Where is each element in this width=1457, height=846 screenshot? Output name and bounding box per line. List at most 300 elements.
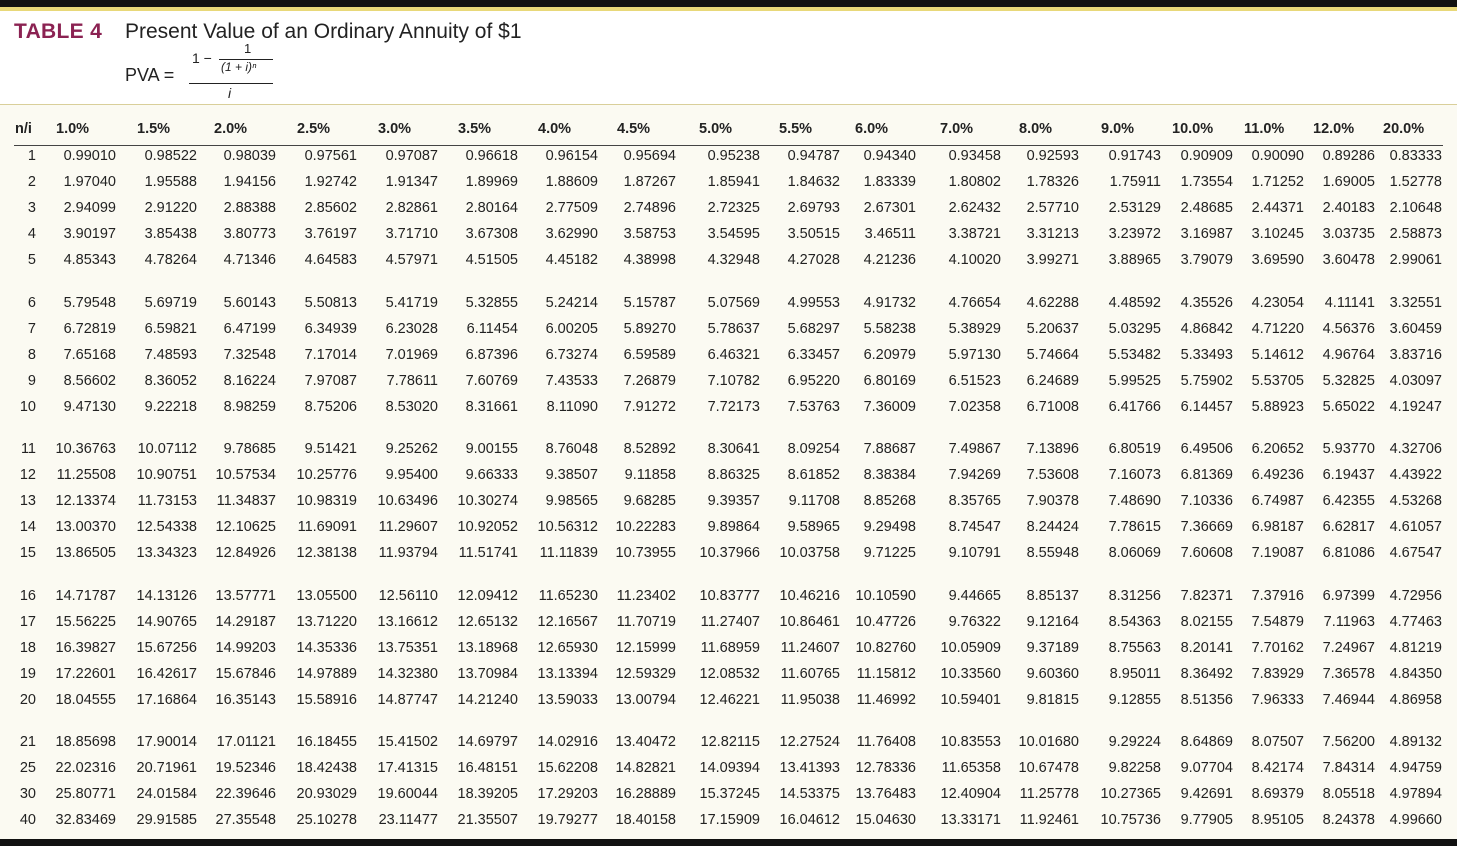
table-cell: 8.42174	[1251, 760, 1304, 777]
table-cell: 6.34939	[304, 320, 357, 337]
table-cell: 4.97894	[1389, 786, 1442, 803]
table-cell: 0.97087	[385, 148, 438, 164]
table-cell: 19.52346	[215, 760, 276, 777]
table-cell: 9.00155	[465, 441, 518, 457]
table-cell: 7.49867	[948, 441, 1001, 457]
table-cell: 9.29498	[863, 519, 916, 536]
table-cell: 1.95588	[144, 174, 197, 191]
table-cell: 20.71961	[136, 760, 197, 777]
table-cell: 2.44371	[1251, 200, 1304, 217]
table-cell: 6.87396	[465, 346, 518, 363]
table-cell: 8.07507	[1251, 734, 1304, 750]
table-cell: 13.00370	[55, 519, 116, 536]
table-cell: 8.06069	[1108, 545, 1161, 562]
row-period-n: 12	[19, 467, 36, 484]
table-cell: 8.55948	[1026, 545, 1079, 562]
table-cell: 4.21236	[863, 252, 916, 269]
table-cell: 11.27407	[700, 613, 760, 630]
table-cell: 7.46944	[1322, 691, 1375, 708]
table-cell: 10.36763	[55, 441, 116, 457]
table-cell: 0.97561	[304, 148, 357, 164]
table-cell: 7.37916	[1251, 587, 1304, 604]
table-title: Present Value of an Ordinary Annuity of $1	[125, 20, 522, 43]
table-cell: 7.54879	[1251, 613, 1304, 630]
table-cell: 17.22601	[55, 665, 116, 682]
table-cell: 7.88687	[863, 441, 916, 457]
table-cell: 7.60769	[465, 372, 518, 389]
table-cell: 9.42691	[1180, 786, 1233, 803]
table-cell: 1.80802	[948, 174, 1001, 191]
annuity-table-sheet	[0, 7, 1457, 839]
col-header-rate: 8.0%	[1019, 121, 1053, 137]
table-cell: 8.75563	[1108, 639, 1161, 656]
table-cell: 5.79548	[63, 294, 116, 311]
row-period-n: 3	[27, 200, 36, 217]
table-cell: 3.31213	[1026, 226, 1079, 243]
table-cell: 3.90197	[63, 226, 116, 243]
table-cell: 5.68297	[787, 320, 840, 337]
table-cell: 5.74664	[1026, 346, 1079, 363]
table-cell: 11.51741	[458, 545, 518, 562]
table-cell: 10.30274	[457, 493, 518, 510]
table-cell: 5.69719	[144, 294, 197, 311]
table-cell: 9.68285	[623, 493, 676, 510]
table-cell: 3.58753	[623, 226, 676, 243]
table-cell: 8.98259	[223, 398, 276, 415]
table-cell: 4.10020	[948, 252, 1001, 269]
table-cell: 8.95105	[1251, 812, 1304, 829]
table-cell: 4.23054	[1251, 294, 1304, 311]
table-cell: 8.30641	[707, 441, 760, 457]
table-cell: 5.65022	[1322, 398, 1375, 415]
table-cell: 7.48593	[144, 346, 197, 363]
table-cell: 9.76322	[948, 613, 1001, 630]
table-cell: 16.28889	[615, 786, 676, 803]
table-cell: 4.99660	[1389, 812, 1442, 829]
pva-formula	[125, 39, 305, 99]
table-cell: 7.53608	[1026, 467, 1079, 484]
table-cell: 6.73274	[545, 346, 598, 363]
table-cell: 25.80771	[55, 786, 116, 803]
table-cell: 10.73955	[615, 545, 676, 562]
table-cell: 7.17014	[304, 346, 357, 363]
table-cell: 2.77509	[545, 200, 598, 217]
table-cell: 9.66333	[465, 467, 518, 484]
table-cell: 16.04612	[779, 812, 840, 829]
table-cell: 6.59589	[623, 346, 676, 363]
table-cell: 9.25262	[385, 441, 438, 457]
table-cell: 15.62208	[537, 760, 598, 777]
table-cell: 7.53763	[787, 398, 840, 415]
table-cell: 12.65930	[537, 639, 598, 656]
table-cell: 7.36009	[863, 398, 916, 415]
table-cell: 4.91732	[863, 294, 916, 311]
table-cell: 2.82861	[385, 200, 438, 217]
table-cell: 22.39646	[215, 786, 276, 803]
row-period-n: 7	[27, 320, 36, 337]
table-cell: 8.86325	[707, 467, 760, 484]
table-cell: 2.88388	[223, 200, 276, 217]
row-period-n: 19	[19, 665, 36, 682]
table-cell: 4.03097	[1389, 372, 1442, 389]
formula-denominator: i	[228, 85, 232, 101]
table-cell: 6.95220	[787, 372, 840, 389]
table-cell: 5.60143	[223, 294, 276, 311]
table-cell: 5.32855	[465, 294, 518, 311]
col-header-rate: 11.0%	[1244, 121, 1285, 137]
table-cell: 2.62432	[948, 200, 1001, 217]
table-cell: 17.41315	[377, 760, 438, 777]
table-cell: 6.11454	[466, 320, 518, 337]
col-header-rate: 5.0%	[699, 121, 733, 137]
table-cell: 12.40904	[940, 786, 1001, 803]
table-cell: 7.36669	[1180, 519, 1233, 536]
table-cell: 13.13394	[537, 665, 598, 682]
table-cell: 11.76408	[856, 734, 916, 750]
table-cell: 20.93029	[296, 786, 357, 803]
table-cell: 8.31256	[1108, 587, 1161, 604]
table-cell: 5.50813	[304, 294, 357, 311]
table-cell: 4.57971	[385, 252, 438, 269]
row-period-n: 30	[19, 786, 36, 803]
table-cell: 11.65358	[941, 760, 1001, 777]
table-cell: 7.11963	[1323, 613, 1375, 630]
table-cell: 7.24967	[1322, 639, 1375, 656]
table-cell: 7.60608	[1180, 545, 1233, 562]
table-cell: 14.13126	[136, 587, 197, 604]
table-cell: 6.19437	[1322, 467, 1375, 484]
table-cell: 14.53375	[779, 786, 840, 803]
table-cell: 17.16864	[136, 691, 197, 708]
table-cell: 5.32825	[1322, 372, 1375, 389]
table-cell: 27.35548	[215, 812, 276, 829]
table-cell: 4.32948	[707, 252, 760, 269]
table-cell: 8.24424	[1026, 519, 1079, 536]
table-cell: 9.12855	[1108, 691, 1161, 708]
table-cell: 19.79277	[537, 812, 598, 829]
table-cell: 0.96618	[465, 148, 518, 164]
table-cell: 7.10336	[1180, 493, 1233, 510]
table-cell: 0.98522	[144, 148, 197, 164]
table-cell: 7.78615	[1108, 519, 1161, 536]
table-cell: 3.62990	[545, 226, 598, 243]
col-header-rate: 1.0%	[56, 121, 90, 137]
table-cell: 25.10278	[296, 812, 357, 829]
table-cell: 0.98039	[223, 148, 276, 164]
table-cell: 14.99203	[215, 639, 276, 656]
table-cell: 10.63496	[377, 493, 438, 510]
table-cell: 11.29607	[378, 519, 438, 536]
table-cell: 3.76197	[304, 226, 357, 243]
table-cell: 6.59821	[144, 320, 197, 337]
table-cell: 9.98565	[545, 493, 598, 510]
table-cell: 11.65230	[538, 587, 598, 604]
table-cell: 5.15787	[623, 294, 676, 311]
table-cell: 18.39205	[457, 786, 518, 803]
table-cell: 2.94099	[63, 200, 116, 217]
table-cell: 6.80519	[1108, 441, 1161, 457]
table-cell: 17.29203	[537, 786, 598, 803]
table-cell: 0.96154	[545, 148, 598, 164]
table-cell: 10.46216	[779, 587, 840, 604]
table-cell: 4.62288	[1026, 294, 1079, 311]
table-cell: 4.94759	[1389, 760, 1442, 777]
table-cell: 10.98319	[296, 493, 357, 510]
table-cell: 9.29224	[1108, 734, 1161, 750]
formula-numerator-one: 1	[244, 41, 252, 56]
table-cell: 1.83339	[863, 174, 916, 191]
table-cell: 7.78611	[386, 372, 438, 389]
col-header-rate: 3.5%	[458, 121, 492, 137]
table-cell: 7.65168	[63, 346, 116, 363]
table-cell: 10.37966	[699, 545, 760, 562]
table-cell: 10.07112	[137, 441, 197, 457]
table-cell: 4.86958	[1389, 691, 1442, 708]
row-period-n: 8	[27, 346, 36, 363]
table-cell: 0.93458	[948, 148, 1001, 164]
table-cell: 5.78637	[707, 320, 760, 337]
table-cell: 12.15999	[615, 639, 676, 656]
table-cell: 11.73153	[137, 493, 197, 510]
table-cell: 10.92052	[457, 519, 518, 536]
table-cell: 13.00794	[615, 691, 676, 708]
table-cell: 12.13374	[55, 493, 116, 510]
table-cell: 16.48151	[457, 760, 518, 777]
table-cell: 10.90751	[136, 467, 197, 484]
table-cell: 3.16987	[1180, 226, 1233, 243]
table-cell: 9.71225	[863, 545, 916, 562]
table-cell: 6.98187	[1251, 519, 1304, 536]
table-cell: 4.48592	[1108, 294, 1161, 311]
table-cell: 0.95694	[623, 148, 676, 164]
table-cell: 0.95238	[707, 148, 760, 164]
col-header-rate: 5.5%	[779, 121, 813, 137]
table-cell: 10.82760	[855, 639, 916, 656]
table-cell: 2.72325	[707, 200, 760, 217]
row-period-n: 6	[27, 294, 36, 311]
table-cell: 7.32548	[223, 346, 276, 363]
table-cell: 1.69005	[1322, 174, 1375, 191]
table-cell: 8.54363	[1108, 613, 1161, 630]
table-cell: 15.67256	[136, 639, 197, 656]
table-cell: 7.56200	[1322, 734, 1375, 750]
table-cell: 0.91743	[1108, 148, 1161, 164]
table-cell: 24.01584	[136, 786, 197, 803]
table-cell: 8.31661	[465, 398, 518, 415]
col-header-rate: 12.0%	[1313, 121, 1355, 137]
table-cell: 6.00205	[545, 320, 598, 337]
table-cell: 5.99525	[1108, 372, 1161, 389]
table-cell: 1.85941	[707, 174, 760, 191]
table-cell: 10.27365	[1100, 786, 1161, 803]
table-cell: 11.95038	[780, 691, 840, 708]
table-cell: 2.10648	[1389, 200, 1442, 217]
formula-main-fraction-bar	[189, 83, 273, 84]
table-cell: 4.89132	[1389, 734, 1442, 750]
table-number: TABLE 4	[14, 20, 103, 43]
table-cell: 0.99010	[63, 148, 116, 164]
table-cell: 5.33493	[1180, 346, 1233, 363]
table-cell: 5.58238	[863, 320, 916, 337]
table-cell: 1.88609	[545, 174, 598, 191]
table-cell: 0.94340	[863, 148, 916, 164]
table-cell: 4.99553	[787, 294, 840, 311]
table-cell: 10.57534	[215, 467, 276, 484]
col-header-rate: 9.0%	[1101, 121, 1135, 137]
table-cell: 11.11839	[539, 545, 598, 562]
table-cell: 12.09412	[457, 587, 518, 604]
table-cell: 11.15812	[856, 665, 916, 682]
table-cell: 2.48685	[1180, 200, 1233, 217]
table-cell: 3.60478	[1322, 252, 1375, 269]
table-cell: 2.53129	[1108, 200, 1161, 217]
table-cell: 7.01969	[385, 346, 438, 363]
table-cell: 23.11477	[378, 812, 438, 829]
table-cell: 10.22283	[615, 519, 676, 536]
table-cell: 19.60044	[377, 786, 438, 803]
table-cell: 9.11708	[788, 493, 840, 510]
table-cell: 10.83553	[940, 734, 1001, 750]
table-cell: 7.83929	[1251, 665, 1304, 682]
table-cell: 10.03758	[779, 545, 840, 562]
table-cell: 7.26879	[623, 372, 676, 389]
table-cell: 6.42355	[1322, 493, 1375, 510]
table-cell: 13.57771	[215, 587, 276, 604]
table-cell: 16.39827	[55, 639, 116, 656]
table-cell: 1.91347	[385, 174, 438, 191]
row-period-n: 11	[20, 441, 36, 457]
table-cell: 14.82821	[615, 760, 676, 777]
table-cell: 4.51505	[465, 252, 518, 269]
table-cell: 11.68959	[700, 639, 760, 656]
row-period-n: 5	[27, 252, 36, 269]
table-cell: 7.10782	[707, 372, 760, 389]
table-cell: 8.85137	[1026, 587, 1079, 604]
table-cell: 3.10245	[1251, 226, 1304, 243]
table-cell: 8.69379	[1251, 786, 1304, 803]
table-cell: 9.22218	[144, 398, 197, 415]
row-period-n: 14	[19, 519, 36, 536]
table-cell: 3.54595	[707, 226, 760, 243]
table-cell: 7.36578	[1322, 665, 1375, 682]
table-cell: 16.35143	[215, 691, 276, 708]
table-cell: 6.62817	[1322, 519, 1375, 536]
table-cell: 9.60360	[1026, 665, 1079, 682]
col-header-rate: 3.0%	[378, 121, 412, 137]
table-cell: 4.53268	[1389, 493, 1442, 510]
row-period-n: 9	[27, 372, 36, 389]
table-cell: 6.49506	[1180, 441, 1233, 457]
table-cell: 2.69793	[787, 200, 840, 217]
table-cell: 5.89270	[623, 320, 676, 337]
table-cell: 8.35765	[948, 493, 1001, 510]
table-cell: 2.67301	[863, 200, 916, 217]
col-header-rate: 4.5%	[617, 121, 651, 137]
table-cell: 11.25778	[1019, 786, 1079, 803]
table-cell: 12.46221	[699, 691, 760, 708]
row-period-n: 20	[19, 691, 36, 708]
table-cell: 13.18968	[457, 639, 518, 656]
table-cell: 4.77463	[1389, 613, 1442, 630]
table-cell: 11.70719	[616, 613, 676, 630]
table-cell: 4.27028	[787, 252, 840, 269]
table-cell: 4.78264	[144, 252, 197, 269]
table-cell: 10.86461	[779, 613, 840, 630]
table-cell: 9.47130	[63, 398, 116, 415]
table-cell: 13.34323	[136, 545, 197, 562]
table-cell: 10.05909	[940, 639, 1001, 656]
table-cell: 9.37189	[1026, 639, 1079, 656]
table-cell: 22.02316	[55, 760, 116, 777]
row-period-n: 25	[19, 760, 36, 777]
table-cell: 2.40183	[1322, 200, 1375, 217]
table-cell: 1.87267	[623, 174, 676, 191]
table-cell: 6.80169	[863, 372, 916, 389]
table-cell: 18.04555	[55, 691, 116, 708]
table-cell: 7.70162	[1251, 639, 1304, 656]
table-cell: 13.16612	[377, 613, 438, 630]
table-cell: 4.38998	[623, 252, 676, 269]
table-cell: 4.84350	[1389, 665, 1442, 682]
table-cell: 18.85698	[55, 734, 116, 750]
table-cell: 4.43922	[1389, 467, 1442, 484]
table-cell: 14.35336	[296, 639, 357, 656]
table-cell: 6.74987	[1251, 493, 1304, 510]
table-cell: 16.18455	[296, 734, 357, 750]
table-cell: 6.72819	[63, 320, 116, 337]
table-cell: 7.91272	[623, 398, 676, 415]
table-cell: 7.90378	[1026, 493, 1079, 510]
table-cell: 29.91585	[136, 812, 197, 829]
table-cell: 4.81219	[1389, 639, 1442, 656]
table-cell: 7.16073	[1108, 467, 1161, 484]
col-header-rate: 10.0%	[1172, 121, 1214, 137]
table-cell: 4.19247	[1389, 398, 1442, 415]
table-cell: 9.78685	[223, 441, 276, 457]
table-cell: 8.24378	[1322, 812, 1375, 829]
table-cell: 12.78336	[855, 760, 916, 777]
table-cell: 13.40472	[615, 734, 676, 750]
table-cell: 7.84314	[1322, 760, 1375, 777]
table-cell: 9.82258	[1108, 760, 1161, 777]
table-cell: 17.90014	[136, 734, 197, 750]
table-cell: 11.23402	[616, 587, 676, 604]
table-cell: 6.51523	[948, 372, 1001, 389]
row-period-n: 21	[19, 734, 36, 750]
table-cell: 5.88923	[1251, 398, 1304, 415]
table-cell: 8.56602	[63, 372, 116, 389]
table-cell: 3.46511	[864, 226, 916, 243]
table-cell: 4.96764	[1322, 346, 1375, 363]
table-cell: 5.03295	[1108, 320, 1161, 337]
table-cell: 13.86505	[55, 545, 116, 562]
col-header-rate: 2.0%	[214, 121, 248, 137]
table-cell: 12.56110	[378, 587, 438, 604]
table-cell: 3.85438	[144, 226, 197, 243]
table-cell: 6.81369	[1180, 467, 1233, 484]
table-cell: 7.82371	[1180, 587, 1233, 604]
table-cell: 1.78326	[1026, 174, 1079, 191]
table-cell: 6.20979	[863, 346, 916, 363]
table-cell: 12.82115	[700, 734, 760, 750]
formula-lhs: PVA =	[125, 65, 175, 85]
col-header-rate: 4.0%	[538, 121, 572, 137]
table-cell: 9.39357	[707, 493, 760, 510]
table-cell: 17.15909	[699, 812, 760, 829]
col-header-rate: 2.5%	[297, 121, 331, 137]
table-cell: 7.94269	[948, 467, 1001, 484]
table-cell: 12.16567	[537, 613, 598, 630]
